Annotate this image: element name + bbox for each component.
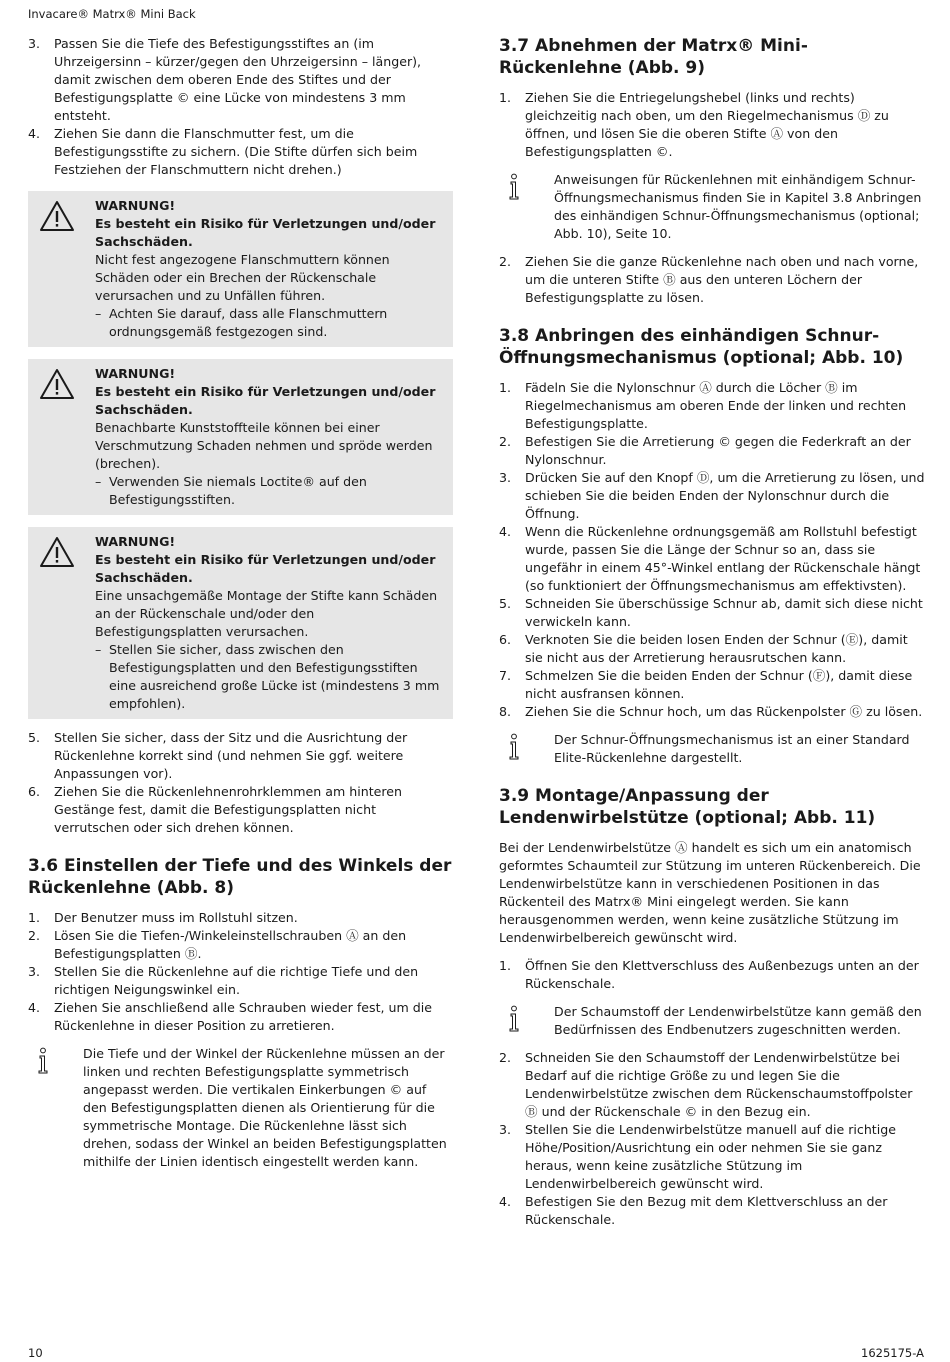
step-text: Stellen Sie sicher, dass der Sitz und die Ausrichtung der Rückenlehne korrekt sind (und nehmen Sie ggf. weitere Anpassungen vor). [54,730,408,781]
step-text: Befestigen Sie die Arretierung © gegen die Federkraft an der Nylonschnur. [525,434,911,467]
step-number: 3. [499,1122,512,1137]
list-item [28,909,453,927]
step-text: Schneiden Sie überschüssige Schnur ab, damit sich diese nicht verwickeln kann. [525,596,923,629]
step-text: Ziehen Sie die ganze Rückenlehne nach oben und nach vorne, um die unteren Stifte Ⓑ aus den unteren Löchern der Befestigungsplatte zu lösen. [525,254,919,305]
step-number: 1. [499,380,512,395]
step-number: 2. [499,434,512,449]
list-item [499,595,927,631]
step-number: 6. [499,632,512,647]
info-note [499,171,927,243]
page-number: 10 [28,1346,43,1360]
step-number: 1. [499,958,512,973]
list-item [28,783,453,837]
note-text: Die Tiefe und der Winkel der Rückenlehne müssen an der linken und rechten Befestigungsplatte symmetrisch angepasst werden. Die vertikalen Einkerbungen © auf den Befestigungsplatten dienen als Orientierung für die symmetrische Montage. Die Rückenlehne lässt sich drehen, sodass der Winkel an beiden Befestigungsplatten mithilfe der Linien identisch eingestellt werden kann. [83,1046,447,1169]
step-text: Ziehen Sie die Rückenlehnenrohrklemmen am hinteren Gestänge fest, damit die Befestigungsplatten nicht verrutschen oder sich drehen können. [54,784,403,835]
document-id: 1625175-A [861,1346,924,1360]
list-item [499,89,927,161]
step-text: Ziehen Sie die Entriegelungshebel (links und rechts) gleichzeitig nach oben, um den Riegelmechanismus Ⓓ zu öffnen, und lösen Sie die oberen Stifte Ⓐ von den Befestigungsplatten ©. [525,90,889,159]
step-text: Schneiden Sie den Schaumstoff der Lendenwirbelstütze bei Bedarf auf die richtige Größe zu und legen Sie die Lendenwirbelstütze zwischen dem Rückenschaumstoffpolster Ⓑ und der Rückenschale © in den Bezug ein. [525,1050,913,1119]
left-column [28,35,453,1181]
warning-action: Achten Sie darauf, dass alle Flanschmuttern ordnungsgemäß festgezogen sind. [109,306,388,339]
info-note [28,1045,453,1171]
info-icon [499,171,554,243]
list-item [28,125,453,179]
step-text: Drücken Sie auf den Knopf Ⓓ, um die Arretierung zu lösen, und schieben Sie die beiden Enden der Nylonschnur durch die Öffnung. [525,470,925,521]
step-text: Verknoten Sie die beiden losen Enden der Schnur (Ⓔ), damit sie nicht aus der Arretierung herausrutschen kann. [525,632,908,665]
step-number: 4. [28,126,41,141]
step-number: 5. [499,596,512,611]
step-text: Öffnen Sie den Klettverschluss des Außenbezugs unten an der Rückenschale. [525,958,919,991]
list-item [28,963,453,999]
list-item [499,1121,927,1193]
step-text: Stellen Sie die Lendenwirbelstütze manuell auf die richtige Höhe/Position/Ausrichtung ein oder nehmen Sie sie ganz heraus, wenn keine zusätzliche Stützung im Lendenwirbelbereich gewünscht wird. [525,1122,896,1191]
warning-triangle-icon [38,533,95,713]
section-heading-3-9: 3.9 Montage/Anpassung der Lendenwirbelstütze (optional; Abb. 11) [499,786,876,828]
list-item [499,523,927,595]
step-number: 2. [499,1050,512,1065]
info-icon [499,731,554,767]
step-number: 7. [499,668,512,683]
step-number: 3. [28,964,41,979]
step-text: Ziehen Sie die Schnur hoch, um das Rückenpolster Ⓖ zu lösen. [525,704,923,719]
list-item [499,379,927,433]
step-number: 3. [28,36,41,51]
right-column [499,35,927,1229]
section-intro: Bei der Lendenwirbelstütze Ⓐ handelt es sich um ein anatomisch geformtes Schaumteil zur Stützung im unteren Rückenbereich. Die Lendenwirbelstütze kann in verschiedenen Positionen in das Rückenteil des Matrx® Mini eingelegt werden. Sie kann herausgenommen werden, wenn keine zusätzliche Stützung im Lendenwirbelbereich gewünscht wird. [499,840,921,945]
list-item [28,729,453,783]
step-text: Wenn die Rückenlehne ordnungsgemäß am Rollstuhl befestigt wurde, passen Sie die Länge der Schnur so an, dass sie ungefähr in einem 45°-Winkel entlang der Rückenschale hängt (so funktioniert der Öffnungsmechanismus am effektivsten). [525,524,921,593]
step-number: 4. [28,1000,41,1015]
section-heading-3-8: 3.8 Anbringen des einhändigen Schnur-Öffnungsmechanismus (optional; Abb. 10) [499,326,904,368]
list-item [28,999,453,1035]
list-item [499,253,927,307]
step-number: 2. [28,928,41,943]
step-number: 2. [499,254,512,269]
step-text: Der Benutzer muss im Rollstuhl sitzen. [54,910,298,925]
warning-triangle-icon [38,197,95,341]
list-item [499,667,927,703]
warning-title: WARNUNG! [95,534,176,549]
info-note [499,731,927,767]
step-number: 3. [499,470,512,485]
step-text: Lösen Sie die Tiefen-/Winkeleinstellschrauben Ⓐ an den Befestigungsplatten Ⓑ. [54,928,407,961]
warning-subtitle: Es besteht ein Risiko für Verletzungen und/oder Sachschäden. [95,552,436,585]
step-text: Ziehen Sie dann die Flanschmutter fest, um die Befestigungsstifte zu sichern. (Die Stifte dürfen sich beim Festziehen der Flanschmuttern nicht drehen.) [54,126,418,177]
step-number: 1. [28,910,41,925]
list-item [499,703,927,721]
warning-text: Eine unsachgemäße Montage der Stifte kann Schäden an der Rückenschale und/oder den Befestigungsplatten verursachen. [95,588,438,639]
warning-title: WARNUNG! [95,198,176,213]
step-number: 1. [499,90,512,105]
note-text: Der Schnur-Öffnungsmechanismus ist an einer Standard Elite-Rückenlehne dargestellt. [554,732,910,765]
info-icon [499,1003,554,1039]
warning-box: WARNUNG! Es besteht ein Risiko für Verletzungen und/oder Sachschäden. Nicht fest angezogene Flanschmuttern können Schäden oder ein Brechen der Rückenschale verursachen und zu Unfällen führen. – Achten Sie darauf, dass alle Flanschmuttern ordnungsgemäß festgezogen sind. [28,191,453,347]
step-number: 8. [499,704,512,719]
step-text: Ziehen Sie anschließend alle Schrauben wieder fest, um die Rückenlehne in dieser Position zu arretieren. [54,1000,433,1033]
step-text: Schmelzen Sie die beiden Enden der Schnur (Ⓕ), damit diese nicht ausfransen können. [525,668,913,701]
step-text: Befestigen Sie den Bezug mit dem Klettverschluss an der Rückenschale. [525,1194,888,1227]
warning-box: WARNUNG! Es besteht ein Risiko für Verletzungen und/oder Sachschäden. Benachbarte Kunststoffteile können bei einer Verschmutzung Schaden nehmen und spröde werden (brechen). – Verwenden Sie niemals Loctite® auf den Befestigungsstiften. [28,359,453,515]
note-text: Der Schaumstoff der Lendenwirbelstütze kann gemäß den Bedürfnissen des Endbenutzers zugeschnitten werden. [554,1004,922,1037]
warning-action: Stellen Sie sicher, dass zwischen den Befestigungsplatten und den Befestigungsstiften eine ausreichend große Lücke ist (mindestens 3 mm empfohlen). [109,642,440,711]
list-item [499,631,927,667]
warning-box: WARNUNG! Es besteht ein Risiko für Verletzungen und/oder Sachschäden. Eine unsachgemäße Montage der Stifte kann Schäden an der Rückenschale und/oder den Befestigungsplatten verursachen. – Stellen Sie sicher, dass zwischen den Befestigungsplatten und den Befestigungsstiften eine ausreichend große Lücke ist (mindestens 3 mm empfohlen). [28,527,453,719]
list-item [499,469,927,523]
step-text: Fädeln Sie die Nylonschnur Ⓐ durch die Löcher Ⓑ im Riegelmechanismus am oberen Ende der linken und rechten Befestigungsplatte. [525,380,907,431]
step-text: Stellen Sie die Rückenlehne auf die richtige Tiefe und den richtigen Neigungswinkel ein. [54,964,419,997]
warning-action: Verwenden Sie niemals Loctite® auf den Befestigungsstiften. [109,474,367,507]
list-item [499,957,927,993]
list-item [28,35,453,125]
section-heading-3-7: 3.7 Abnehmen der Matrx® Mini-Rückenlehne (Abb. 9) [499,36,808,78]
warning-text: Benachbarte Kunststoffteile können bei einer Verschmutzung Schaden nehmen und spröde werden (brechen). [95,420,433,471]
page-header: Invacare® Matrx® Mini Back [28,7,196,21]
list-item [28,927,453,963]
warning-triangle-icon [38,365,95,509]
step-number: 4. [499,524,512,539]
step-number: 6. [28,784,41,799]
warning-subtitle: Es besteht ein Risiko für Verletzungen und/oder Sachschäden. [95,384,436,417]
list-item [499,1193,927,1229]
info-icon [28,1045,83,1171]
warning-subtitle: Es besteht ein Risiko für Verletzungen und/oder Sachschäden. [95,216,436,249]
list-item [499,433,927,469]
note-text: Anweisungen für Rückenlehnen mit einhändigem Schnur-Öffnungsmechanismus finden Sie in Kapitel 3.8 Anbringen des einhändigen Schnur-Öffnungsmechanismus (optional; Abb. 10), Seite 10. [554,172,922,241]
step-text: Passen Sie die Tiefe des Befestigungsstiftes an (im Uhrzeigersinn – kürzer/gegen den Uhrzeigersinn – länger), damit zwischen dem oberen Ende des Stiftes und der Befestigungsplatte © eine Lücke von mindestens 3 mm entsteht. [54,36,422,123]
warning-title: WARNUNG! [95,366,176,381]
section-heading-3-6: 3.6 Einstellen der Tiefe und des Winkels der Rückenlehne (Abb. 8) [28,856,452,898]
list-item [499,1049,927,1121]
step-number: 4. [499,1194,512,1209]
warning-text: Nicht fest angezogene Flanschmuttern können Schäden oder ein Brechen der Rückenschale verursachen und zu Unfällen führen. [95,252,390,303]
info-note [499,1003,927,1039]
step-number: 5. [28,730,41,745]
